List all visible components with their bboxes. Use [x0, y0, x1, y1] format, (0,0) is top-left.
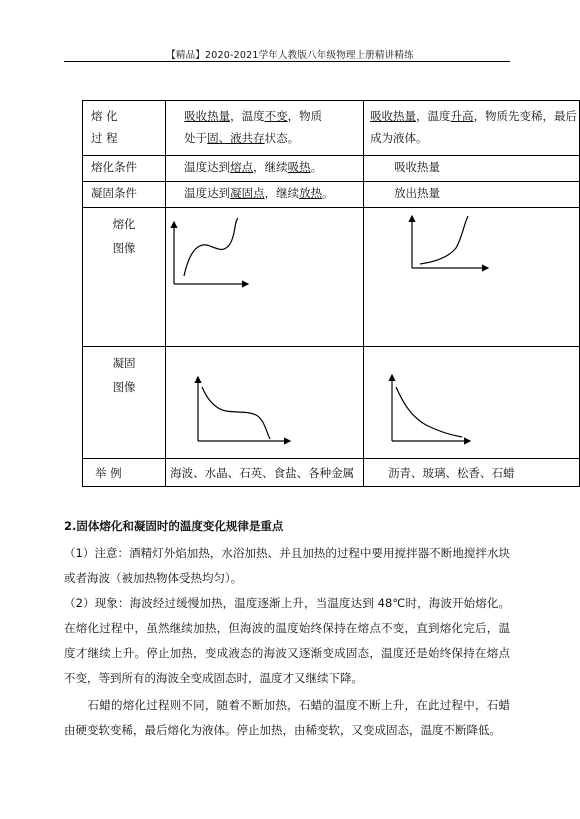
row-label-process: [83, 101, 166, 156]
amorphous-melting-curve: [420, 216, 468, 264]
text-run: 温度达到: [184, 160, 231, 174]
label-line: 熔 化: [91, 109, 118, 123]
text-run: ，温度: [230, 109, 265, 123]
crystal-solidifying-curve: [202, 387, 270, 439]
paragraph-note: （1）注意：酒精灯外焰加热，水浴加热、并且加热的过程中要用搅拌器不断地搅拌水块或者海波（被加热物体受热均匀）。: [64, 546, 510, 585]
table-row: [83, 208, 580, 347]
paragraph-paraffin: 石蜡的熔化过程则不同，随着不断加热，石蜡的温度不断上升，在此过程中，石蜡由硬变软变稀，最后熔化为液体。停止加热，由稀变软，又变成固态，温度不断降低。: [64, 698, 510, 737]
crystal-examples: 海波、水晶、石英、食盐、各种金属: [166, 459, 364, 487]
row-label-melting-condition: 熔化条件: [83, 156, 166, 182]
amorphous-solidifying-curve: [396, 387, 462, 437]
text-run: 放热: [299, 186, 323, 200]
crystal-process-line2: [184, 127, 363, 149]
label-line: 凝固: [112, 356, 136, 370]
comparison-table: [82, 100, 580, 487]
text-run: 成为液体。: [370, 131, 428, 145]
crystal-process-line1: [184, 101, 363, 127]
amorphous-solidifying-graph-cell: [364, 347, 580, 459]
label-line: 熔化: [112, 217, 136, 231]
amorphous-process-line2: [370, 127, 579, 149]
label-line: 图像: [112, 241, 136, 255]
crystal-melting-condition: [166, 156, 364, 182]
text-run: ，物质先变稀，最后: [473, 109, 578, 123]
text-run: 状态。: [264, 131, 300, 145]
text-run: 吸收热量: [370, 109, 417, 123]
paragraph-phenomenon: （2）现象：海波经过缓慢加热，温度逐渐上升，当温度达到 48℃时，海波开始熔化。在熔化过程中，虽然继续加热，但海波的温度始终保持在熔点不变，直到熔化完后，温度才继续上升。停止加热，变成液态的海波又逐渐变成固态，温度还是始终保持在熔点不变，等到所有的海波全变成固态时，温度才又继续下降。: [64, 596, 510, 685]
crystal-process-cell: [166, 101, 364, 156]
amorphous-solidifying-condition: 放出热量: [364, 182, 580, 208]
text-run: ，温度: [416, 109, 451, 123]
text-run: 升高: [450, 109, 474, 123]
amorphous-process-line1: [370, 101, 579, 127]
label-line: 图像: [112, 380, 136, 394]
text-run: ，继续: [264, 186, 300, 200]
text-run: 温度达到: [184, 186, 231, 200]
row-label-solidifying-condition: 凝固条件: [83, 182, 166, 208]
crystal-solidifying-graph-cell: [166, 347, 364, 459]
text-run: ，继续: [253, 160, 288, 174]
text-run: 固、液共存: [207, 131, 265, 145]
text-run: ，物质: [287, 109, 323, 123]
crystal-melting-curve: [184, 218, 238, 276]
text-run: 凝固点: [230, 186, 265, 200]
page-header: 【精品】2020-2021学年人教版八年级物理上册精讲精练: [166, 50, 414, 61]
crystal-solidifying-graph: [166, 347, 362, 457]
table-row: [83, 459, 580, 487]
row-label-melting-graph: [83, 208, 166, 347]
table-row: [83, 101, 580, 156]
table-row: [83, 347, 580, 459]
crystal-melting-graph: [166, 208, 362, 345]
section-title: 2.固体熔化和凝固时的温度变化规律是重点: [64, 519, 284, 533]
table-row: [83, 156, 580, 182]
text-run: 不变: [264, 109, 288, 123]
label-line: 过 程: [91, 131, 118, 145]
text-run: 熔点: [230, 160, 254, 174]
header-divider: [64, 61, 510, 62]
text-run: 处于: [184, 131, 208, 145]
amorphous-solidifying-graph: [364, 347, 578, 457]
text-run: 吸热: [287, 160, 311, 174]
amorphous-melting-condition: 吸收热量: [364, 156, 580, 182]
amorphous-process-cell: [364, 101, 580, 156]
crystal-solidifying-condition: [166, 182, 364, 208]
row-label-solidifying-graph: [83, 347, 166, 459]
amorphous-melting-graph: [364, 208, 578, 345]
text-run: 吸收热量: [184, 109, 231, 123]
text-run: 。: [322, 186, 334, 200]
text-run: 。: [310, 160, 323, 174]
table-row: [83, 182, 580, 208]
amorphous-examples: 沥青、玻璃、松香、石蜡: [364, 459, 580, 487]
row-label-examples: 举 例: [83, 459, 166, 487]
amorphous-melting-graph-cell: [364, 208, 580, 347]
crystal-melting-graph-cell: [166, 208, 364, 347]
